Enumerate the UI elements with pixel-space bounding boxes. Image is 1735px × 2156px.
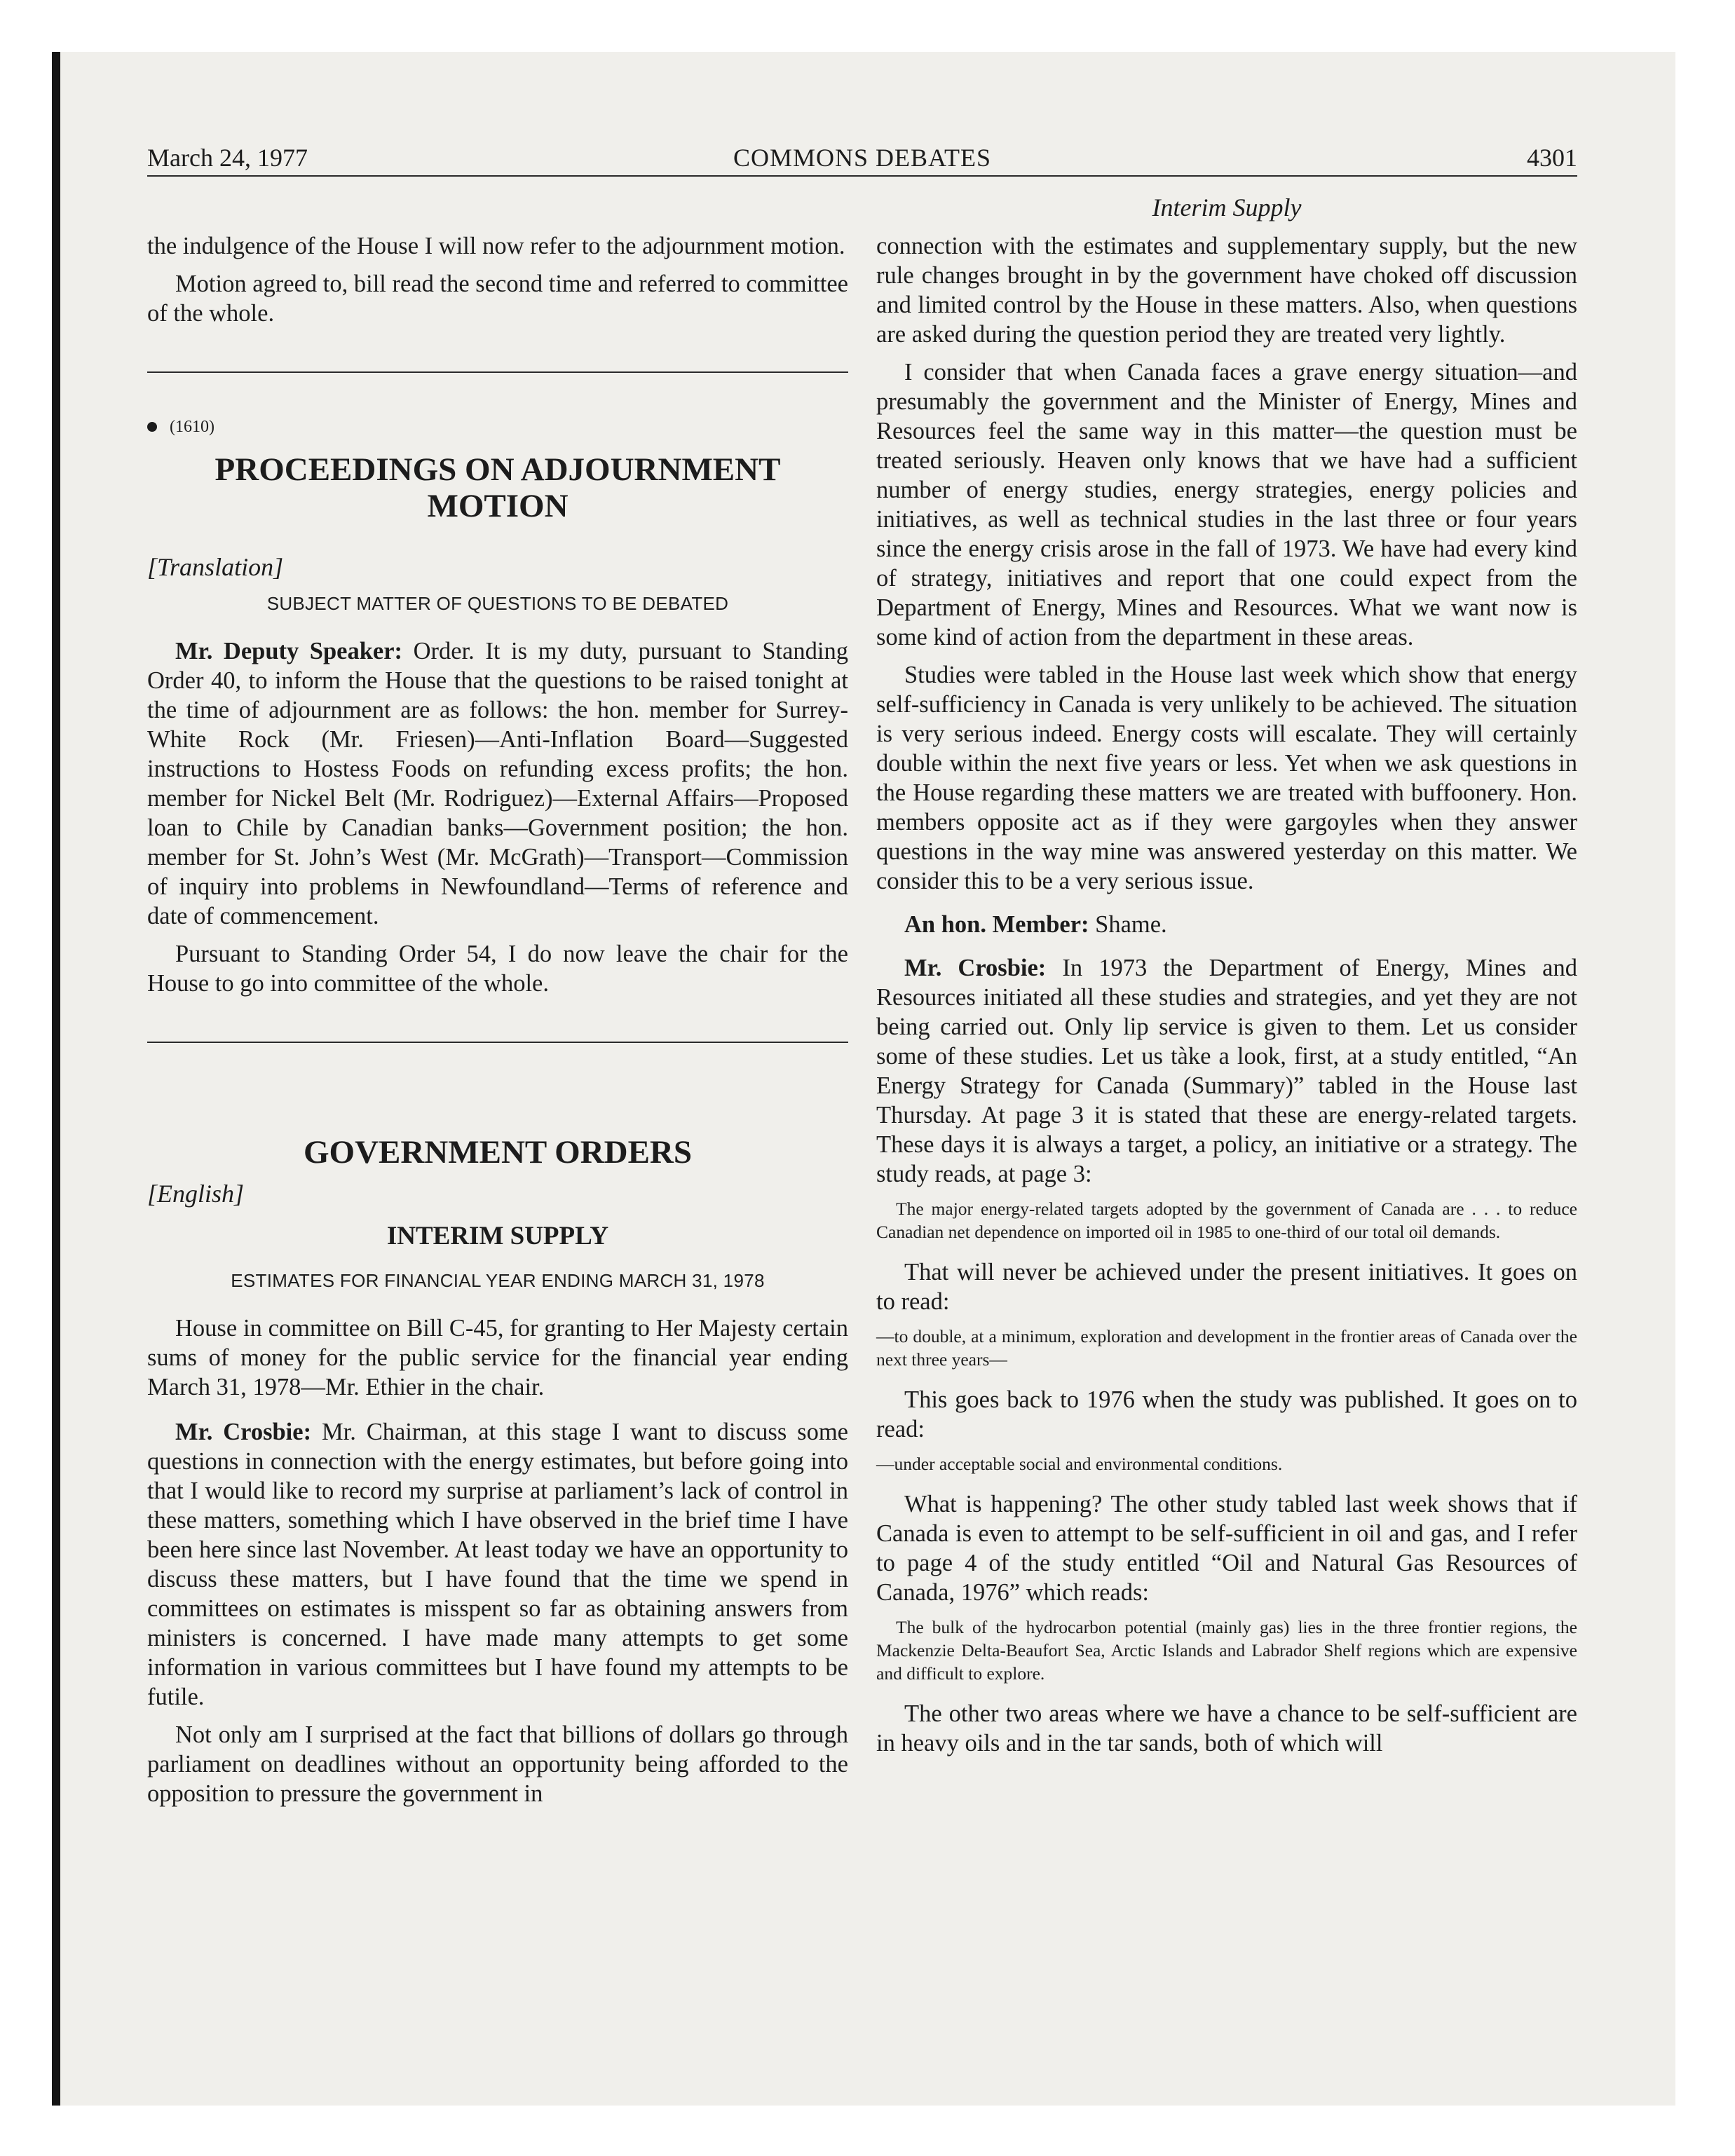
section-title: PROCEEDINGS ON ADJOURNMENT MOTION: [215, 451, 781, 524]
paragraph: the indulgence of the House I will now refer to the adjournment motion.: [147, 233, 845, 259]
section-divider: [147, 371, 848, 373]
block-quote: —under acceptable social and environmental conditions.: [876, 1454, 1283, 1474]
timestamp-marker: [147, 412, 848, 442]
section-title: GOVERNMENT ORDERS: [303, 1134, 693, 1171]
speaker-name: Mr. Deputy Speaker:: [175, 638, 403, 664]
header-title: COMMONS DEBATES: [733, 144, 992, 172]
speaker-name: Mr. Crosbie:: [904, 955, 1047, 981]
header-date: March 24, 1977: [147, 144, 308, 172]
scan-left-edge: [52, 52, 60, 2106]
subsection-title: INTERIM SUPPLY: [386, 1222, 609, 1250]
paragraph: connection with the estimates and supplementary supply, but the new rule changes brought in by the government have choked off discussion and limited control by the House in these matters. Also, when questions are asked during the question period they are treated very lightly.: [876, 233, 1577, 348]
subject-heading: SUBJECT MATTER OF QUESTIONS TO BE DEBATED: [266, 593, 729, 614]
block-quote: The major energy-related targets adopted by the government of Canada are . . . to reduce Canadian net dependence on imported oil in 1985 to one-third of our total oil demands.: [876, 1199, 1577, 1242]
estimates-heading: ESTIMATES FOR FINANCIAL YEAR ENDING MARCH 31, 1978: [231, 1270, 765, 1291]
speaker-name: Mr. Crosbie:: [175, 1419, 312, 1445]
paragraph: [876, 910, 1577, 939]
paragraph: Pursuant to Standing Order 54, I do now leave the chair for the House to go into committee of the whole.: [147, 941, 848, 997]
timestamp-text: (1610): [170, 418, 215, 436]
block-quote: The bulk of the hydrocarbon potential (mainly gas) lies in the three frontier regions, the Mackenzie Delta-Beaufort Sea, Arctic Islands and Labrador Shelf regions which are expensive and difficult to explore.: [876, 1617, 1577, 1684]
paragraph: Not only am I surprised at the fact that billions of dollars go through parliament on deadlines without an opportunity being afforded to the opposition to pressure the government in: [147, 1721, 848, 1807]
paragraph: Studies were tabled in the House last week which show that energy self-sufficiency in Canada is very unlikely to be achieved. The situation is very serious indeed. Energy costs will escalate. They will certainly double within the next five years or less. Yet when we ask questions in the House regarding these matters we are treated with buffoonery. Hon. members opposite act as if they were gargoyles when they answer questions in the way mine was answered yesterday on this matter. We consider this to be a very serious issue.: [876, 662, 1577, 894]
language-tag: [Translation]: [147, 553, 284, 581]
speech-text: Shame.: [1089, 911, 1167, 938]
paragraph: That will never be achieved under the present initiatives. It goes on to read:: [876, 1259, 1577, 1315]
paragraph: [876, 953, 1577, 1189]
paragraph: What is happening? The other study tabled last week shows that if Canada is even to attempt to be self-sufficient in oil and gas, and I refer to page 4 of the study entitled “Oil and Natural Gas Resources of Canada, 1976” which reads:: [876, 1491, 1577, 1606]
paragraph: This goes back to 1976 when the study was published. It goes on to read:: [876, 1386, 1577, 1442]
language-tag: [English]: [147, 1180, 245, 1208]
paragraph: I consider that when Canada faces a grave energy situation—and presumably the government and the Minister of Energy, Mines and Resources feel the same way in this matter—the question must be treated seriously. Heaven only knows that we have had a sufficient number of energy studies, energy strategies, energy policies and initiatives, as well as technical studies in the last three or four years since the energy crisis arose in the fall of 1973. We have had every kind of strategy, initiatives and report that one could expect from the Department of Energy, Mines and Resources. What we want now is some kind of action from the department in these areas.: [876, 359, 1577, 650]
paragraph: House in committee on Bill C-45, for granting to Her Majesty certain sums of money for the public service for the financial year ending March 31, 1978—Mr. Ethier in the chair.: [147, 1315, 848, 1400]
paragraph: [147, 1417, 848, 1712]
block-quote: —to double, at a minimum, exploration and development in the frontier areas of Canada over the next three years—: [876, 1326, 1577, 1370]
paragraph: The other two areas where we have a chance to be self-sufficient are in heavy oils and in the tar sands, both of which will: [876, 1700, 1577, 1756]
header-rule: [147, 175, 1577, 177]
paragraph: Motion agreed to, bill read the second time and referred to committee of the whole.: [147, 271, 848, 327]
section-divider: [147, 1042, 848, 1043]
left-column: [147, 231, 848, 1817]
right-column: [876, 231, 1577, 1766]
speaker-name: An hon. Member:: [904, 911, 1089, 938]
speech-text: Order. It is my duty, pursuant to Standing Order 40, to inform the House that the questions to be raised tonight at the time of adjournment are as follows: the hon. member for Surrey-White Rock (Mr. Friesen)—Anti-Inflation Board—Suggested instructions to Hostess Foods on refunding excess profits; the hon. member for Nickel Belt (Mr. Rodriguez)—External Affairs—Proposed loan to Chile by Canadian banks—Government position; the hon. member for St. John’s West (Mr. McGrath)—Transport—Commission of inquiry into problems in Newfoundland—Terms of reference and date of commencement.: [147, 638, 848, 929]
bullet-dot-icon: [147, 422, 157, 432]
speech-text: In 1973 the Department of Energy, Mines and Resources initiated all these studies and strategies, and yet they are not being carried out. Only lip service is given to them. Let us consider some of these studies. Let us tàke a look, first, at a study entitled, “An Energy Strategy for Canada (Summary)” tabled in the House last Thursday. At page 3 it is stated that these are energy-related targets. These days it is always a target, a policy, an initiative or a strategy. The study reads, at page 3:: [876, 955, 1577, 1187]
running-head: Interim Supply: [1152, 193, 1302, 221]
header-page-number: 4301: [1527, 144, 1577, 172]
speech-text: Mr. Chairman, at this stage I want to discuss some questions in connection with the energy estimates, but before going into that I would like to record my surprise at parliament’s lack of control in these matters, something which I have observed in the brief time I have been here since last November. At least today we have an opportunity to discuss these matters, but I have found that the time we spend in committees on estimates is misspent so far as obtaining answers from ministers is concerned. I have made many attempts to get some information in various committees but I have found my attempts to be futile.: [147, 1419, 848, 1710]
paragraph: [147, 636, 848, 931]
